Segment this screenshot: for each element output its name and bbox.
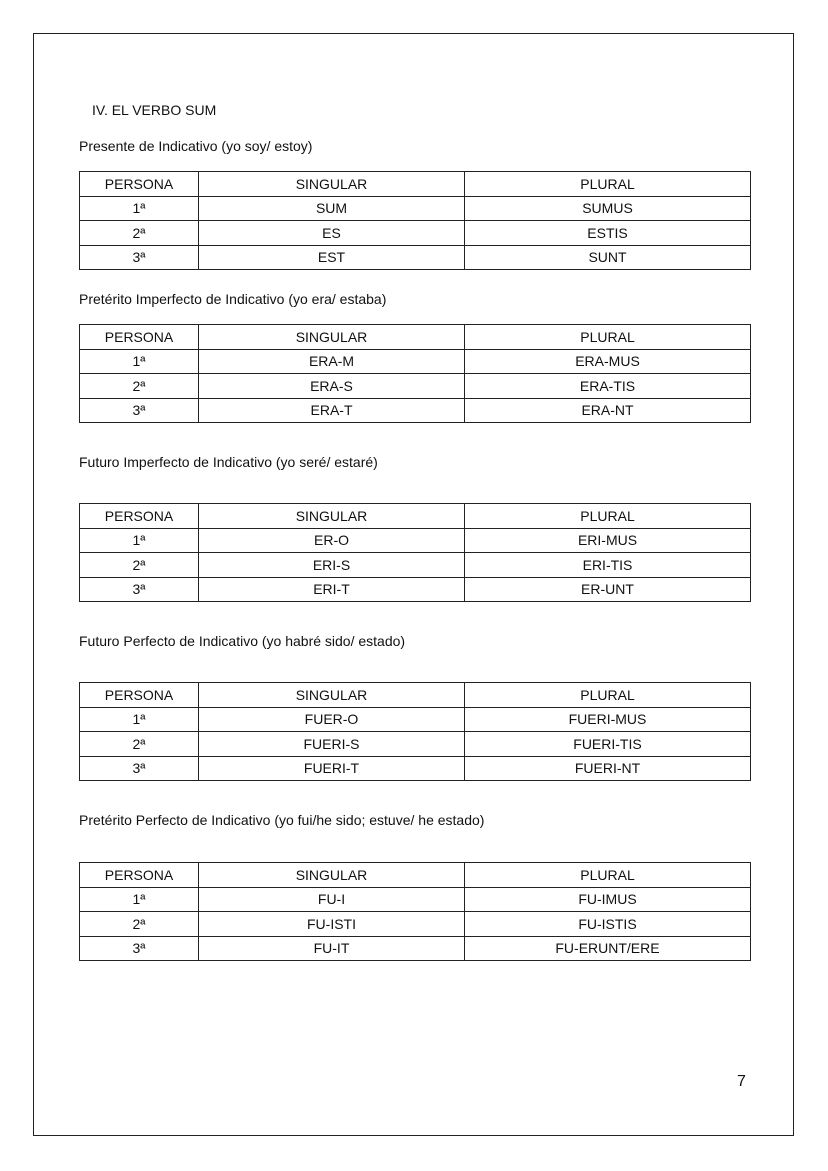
table-row — [80, 374, 751, 399]
persona-cell: 2ª — [80, 912, 199, 937]
table-row — [80, 528, 751, 553]
singular-cell: ERI-T — [199, 577, 465, 602]
singular-cell: ERI-S — [199, 553, 465, 578]
singular-cell: EST — [199, 245, 465, 270]
table-header-row — [80, 172, 751, 197]
persona-cell: 3ª — [80, 398, 199, 423]
header-plural: PLURAL — [465, 863, 751, 888]
page-number: 7 — [737, 1073, 746, 1090]
table-preterito-imperfecto — [79, 324, 751, 423]
plural-cell: SUNT — [465, 245, 751, 270]
persona-cell: 3ª — [80, 245, 199, 270]
singular-cell: ERA-T — [199, 398, 465, 423]
persona-cell: 2ª — [80, 374, 199, 399]
persona-cell: 1ª — [80, 707, 199, 732]
singular-cell: FUER-O — [199, 707, 465, 732]
persona-cell: 1ª — [80, 887, 199, 912]
persona-cell: 2ª — [80, 221, 199, 246]
persona-cell: 3ª — [80, 936, 199, 961]
singular-cell: ERA-S — [199, 374, 465, 399]
singular-cell: FUERI-S — [199, 732, 465, 757]
table-row — [80, 756, 751, 781]
header-singular: SINGULAR — [199, 504, 465, 529]
table-row — [80, 936, 751, 961]
plural-cell: ERA-MUS — [465, 349, 751, 374]
plural-cell: SUMUS — [465, 196, 751, 221]
table-row — [80, 245, 751, 270]
singular-cell: SUM — [199, 196, 465, 221]
header-persona: PERSONA — [80, 683, 199, 708]
table-header-row — [80, 325, 751, 350]
plural-cell: FU-ISTIS — [465, 912, 751, 937]
table-row — [80, 577, 751, 602]
header-persona: PERSONA — [80, 172, 199, 197]
header-plural: PLURAL — [465, 683, 751, 708]
header-singular: SINGULAR — [199, 683, 465, 708]
table-row — [80, 912, 751, 937]
table-presente — [79, 171, 751, 270]
section-title-preterito-imperfecto: Pretérito Imperfecto de Indicativo (yo era/ estaba) — [79, 291, 387, 307]
persona-cell: 3ª — [80, 756, 199, 781]
plural-cell: ERA-NT — [465, 398, 751, 423]
table-row — [80, 887, 751, 912]
table-header-row — [80, 504, 751, 529]
persona-cell: 3ª — [80, 577, 199, 602]
header-plural: PLURAL — [465, 504, 751, 529]
plural-cell: FUERI-TIS — [465, 732, 751, 757]
table-header-row — [80, 863, 751, 888]
singular-cell: FU-ISTI — [199, 912, 465, 937]
table-row — [80, 732, 751, 757]
singular-cell: FU-I — [199, 887, 465, 912]
page-heading: IV. EL VERBO SUM — [92, 102, 217, 118]
plural-cell: ERI-TIS — [465, 553, 751, 578]
singular-cell: ES — [199, 221, 465, 246]
singular-cell: FUERI-T — [199, 756, 465, 781]
persona-cell: 2ª — [80, 553, 199, 578]
plural-cell: FUERI-NT — [465, 756, 751, 781]
table-row — [80, 349, 751, 374]
header-singular: SINGULAR — [199, 325, 465, 350]
persona-cell: 1ª — [80, 349, 199, 374]
singular-cell: FU-IT — [199, 936, 465, 961]
singular-cell: ERA-M — [199, 349, 465, 374]
header-singular: SINGULAR — [199, 863, 465, 888]
table-row — [80, 553, 751, 578]
section-title-presente: Presente de Indicativo (yo soy/ estoy) — [79, 138, 313, 154]
plural-cell: FU-IMUS — [465, 887, 751, 912]
header-persona: PERSONA — [80, 863, 199, 888]
plural-cell: ER-UNT — [465, 577, 751, 602]
table-row — [80, 398, 751, 423]
table-futuro-imperfecto — [79, 503, 751, 602]
header-singular: SINGULAR — [199, 172, 465, 197]
table-row — [80, 196, 751, 221]
header-plural: PLURAL — [465, 172, 751, 197]
persona-cell: 2ª — [80, 732, 199, 757]
plural-cell: ERI-MUS — [465, 528, 751, 553]
plural-cell: ERA-TIS — [465, 374, 751, 399]
table-header-row — [80, 683, 751, 708]
header-persona: PERSONA — [80, 504, 199, 529]
section-title-preterito-perfecto: Pretérito Perfecto de Indicativo (yo fui/he sido; estuve/ he estado) — [79, 812, 485, 828]
plural-cell: FUERI-MUS — [465, 707, 751, 732]
section-title-futuro-perfecto: Futuro Perfecto de Indicativo (yo habré sido/ estado) — [79, 633, 406, 649]
section-title-futuro-imperfecto: Futuro Imperfecto de Indicativo (yo seré/ estaré) — [79, 454, 378, 470]
table-row — [80, 707, 751, 732]
table-preterito-perfecto — [79, 862, 751, 961]
persona-cell: 1ª — [80, 196, 199, 221]
plural-cell: ESTIS — [465, 221, 751, 246]
table-row — [80, 221, 751, 246]
header-persona: PERSONA — [80, 325, 199, 350]
header-plural: PLURAL — [465, 325, 751, 350]
persona-cell: 1ª — [80, 528, 199, 553]
plural-cell: FU-ERUNT/ERE — [465, 936, 751, 961]
singular-cell: ER-O — [199, 528, 465, 553]
table-futuro-perfecto — [79, 682, 751, 781]
